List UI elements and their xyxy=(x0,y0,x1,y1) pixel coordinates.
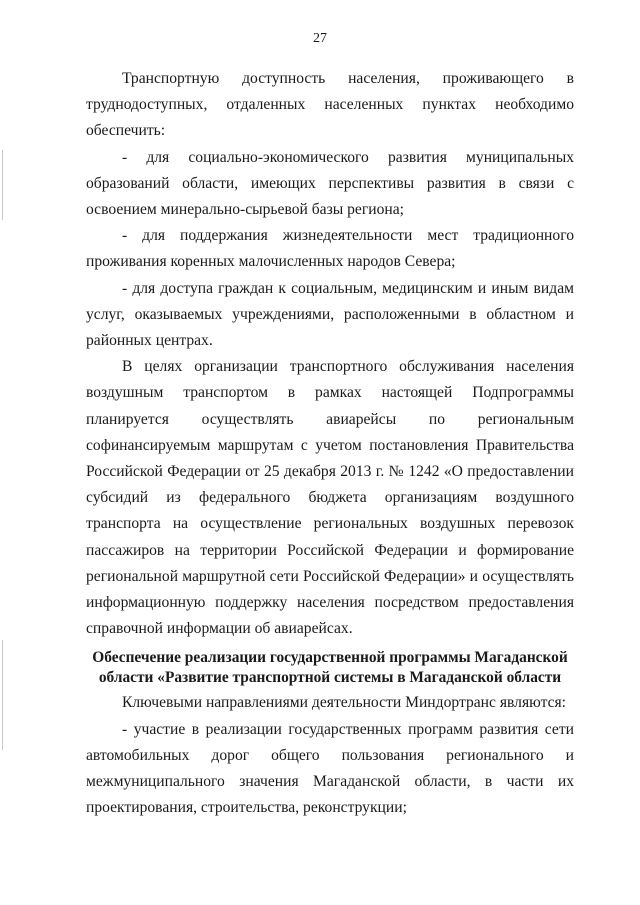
paragraph: Транспортную доступность населения, проживающего в труднодоступных, отдаленных населенных пунктах необходимо обеспечить: xyxy=(86,70,574,140)
list-item: - для социально-экономического развития муниципальных образований области, имеющих перспективы развития в связи с освоением минерально-сырьевой базы региона; xyxy=(86,148,574,219)
list-item: - для поддержания жизнедеятельности мест традиционного проживания коренных малочисленных народов Севера; xyxy=(86,227,574,271)
paragraph: Ключевыми направлениями деятельности Миндортранс являются: xyxy=(122,694,567,712)
list-item: - для доступа граждан к социальным, медицинским и иным видам услуг, оказываемых учреждениями, расположенными в областном и районных центрах. xyxy=(86,279,574,350)
page-number: 27 xyxy=(313,31,327,46)
scan-edge-mark xyxy=(2,640,3,750)
paragraph: В целях организации транспортного обслуживания населения воздушным транспортом в рамках настоящей Подпрограммы планируется осуществлять авиарейсы по региональным софинансируемым маршрутам с учетом постановления Правительства Российской Федерации от 25 декабря 2013 г. № 1242 «О предоставлении субсидий из федерального бюджета организациям воздушного транспорта на осуществление региональных воздушных перевозок пассажиров на территории Российской Федерации и формирование региональной маршрутной сети Российской Федерации» и осуществлять информационную поддержку населения посредством предоставления справочной информации об авиарейсах. xyxy=(86,358,574,638)
document-body xyxy=(86,66,574,821)
section-heading: Обеспечение реализации государственной программы Магаданской области «Развитие транспортной системы в Магаданской области xyxy=(92,649,568,687)
list-item: - участие в реализации государственных программ развития сети автомобильных дорог общего пользования регионального и межмуниципального значения Магаданской области, в части их проектирования, строительства, реконструкции; xyxy=(86,720,574,817)
scan-edge-mark xyxy=(2,150,3,220)
